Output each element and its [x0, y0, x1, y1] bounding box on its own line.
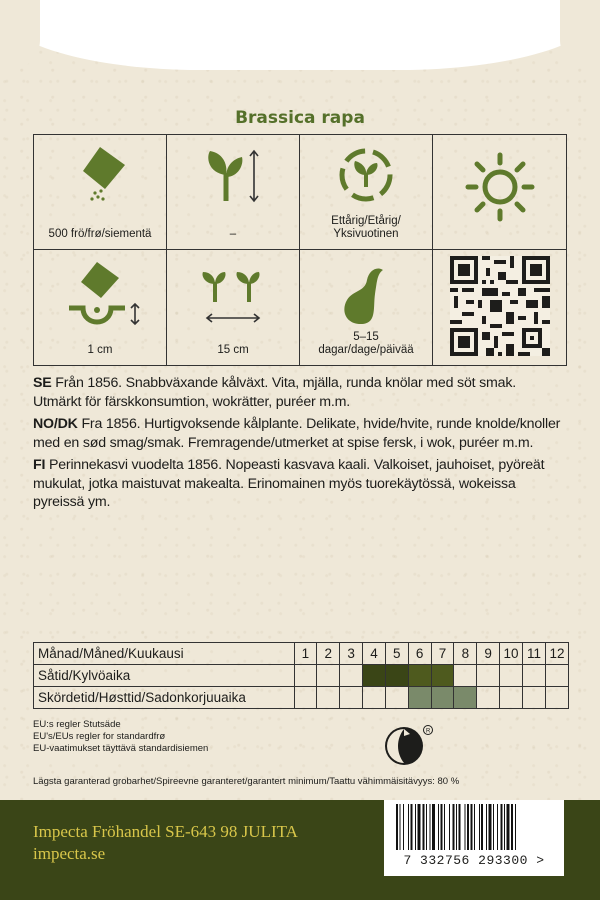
month-10: 10: [500, 643, 523, 665]
harvest-cell-1: [294, 687, 317, 709]
hanger-cutout: [0, 0, 600, 70]
sow-cell-7: [431, 665, 454, 687]
calendar-header-row: [34, 643, 569, 665]
plant-spacing-cell: [167, 250, 300, 365]
month-8: 8: [454, 643, 477, 665]
description-nodk: [33, 415, 567, 452]
qr-code-icon[interactable]: [450, 256, 550, 356]
lang-label-se: SE: [33, 375, 52, 391]
harvest-row: [34, 687, 569, 709]
month-2: 2: [317, 643, 340, 665]
harvest-cell-12: [545, 687, 568, 709]
seed-count-cell: [34, 135, 167, 250]
plant-spacing-caption: 15 cm: [217, 344, 249, 356]
calendar-header-label: Månad/Måned/Kuukausi: [34, 643, 295, 665]
month-4: 4: [363, 643, 386, 665]
harvest-cell-11: [523, 687, 546, 709]
harvest-cell-10: [500, 687, 523, 709]
plant-height-cell: [167, 135, 300, 250]
seed-count-caption: 500 frö/frø/siementä: [48, 228, 152, 240]
month-5: 5: [385, 643, 408, 665]
harvest-row-label: Skördetid/Høsttid/Sadonkorjuuaika: [34, 687, 295, 709]
sow-cell-1: [294, 665, 317, 687]
sow-cell-9: [477, 665, 500, 687]
sowing-calendar: [33, 642, 569, 709]
month-11: 11: [523, 643, 546, 665]
sow-cell-5: [385, 665, 408, 687]
harvest-cell-7: [431, 687, 454, 709]
month-3: 3: [340, 643, 363, 665]
sow-cell-3: [340, 665, 363, 687]
harvest-cell-8: [454, 687, 477, 709]
description-nodk-text: Fra 1856. Hurtigvoksende kålplante. Delikate, hvide/hvite, runde knolde/knoller med en sød smag/smak. Fremragende/utmerket at spise fersk, i wok, puréer m.m.: [33, 416, 561, 451]
green-dot-recycling-icon: [380, 722, 436, 768]
sun-cell: [433, 135, 566, 250]
harvest-cell-4: [363, 687, 386, 709]
harvest-cell-2: [317, 687, 340, 709]
sowing-depth-icon: [55, 258, 145, 334]
company-address: [33, 821, 298, 865]
eu-rules-line-nodk: EU's/EUs regler for standardfrø: [33, 731, 166, 742]
sow-cell-4: [363, 665, 386, 687]
germination-caption: 5–15 dagar/dage/päivää: [318, 331, 414, 356]
sow-cell-10: [500, 665, 523, 687]
lifecycle-cell: [300, 135, 433, 250]
description-se: [33, 374, 567, 411]
month-12: 12: [545, 643, 568, 665]
month-1: 1: [294, 643, 317, 665]
seed-packet-icon: [65, 143, 135, 207]
harvest-cell-9: [477, 687, 500, 709]
month-9: 9: [477, 643, 500, 665]
sow-cell-11: [523, 665, 546, 687]
plant-spacing-icon: [193, 258, 273, 334]
eu-rules-block: [33, 719, 208, 755]
month-6: 6: [408, 643, 431, 665]
sow-cell-2: [317, 665, 340, 687]
sowing-row-label: Såtid/Kylvöaika: [34, 665, 295, 687]
sow-cell-8: [454, 665, 477, 687]
plant-height-icon: [198, 143, 268, 207]
company-website[interactable]: impecta.se: [33, 844, 106, 863]
description-fi-text: Perinnekasvi vuodelta 1856. Nopeasti kasvava kaali. Valkoiset, jauhoiset, pyöreät mukulat, jotka maistuvat makealta. Erinomainen myös tuorekäytössä, wokeissa pyreissä ym.: [33, 457, 545, 510]
eu-rules-line-fi: EU-vaatimukset täyttävä standardisiemen: [33, 743, 209, 754]
company-line: Impecta Fröhandel SE-643 98 JULITA: [33, 822, 298, 841]
lang-label-nodk: NO/DK: [33, 416, 78, 432]
plant-height-caption: –: [229, 228, 237, 240]
description-block: [33, 374, 567, 516]
sow-cell-12: [545, 665, 568, 687]
harvest-cell-6: [408, 687, 431, 709]
harvest-cell-3: [340, 687, 363, 709]
sowing-depth-cell: [34, 250, 167, 365]
barcode-number: 7 332756 293300 >: [384, 850, 564, 872]
growing-info-grid: [33, 134, 567, 366]
description-se-text: Från 1856. Snabbväxande kålväxt. Vita, mjälla, runda knölar med söt smak. Utmärkt för färskkonsumtion, wokrätter, puréer m.m.: [33, 375, 516, 410]
qr-cell: [433, 250, 566, 365]
barcode-bars: [390, 804, 558, 850]
month-7: 7: [431, 643, 454, 665]
sowing-row: [34, 665, 569, 687]
description-fi: [33, 456, 567, 512]
germination-guarantee: Lägsta garanterad grobarhet/Spireevne garanteret/garantert minimum/Taattu vähimmäisitävyys: 80 %: [33, 776, 460, 787]
latin-name: Brassica rapa: [235, 108, 365, 128]
eu-rules-line-se: EU:s regler Stutsäde: [33, 719, 121, 730]
svg-text:R: R: [426, 728, 431, 735]
sun-icon: [460, 147, 540, 227]
lang-label-fi: FI: [33, 457, 46, 473]
sowing-depth-caption: 1 cm: [87, 344, 113, 356]
germination-icon: [331, 258, 401, 328]
annual-cycle-icon: [331, 143, 401, 207]
lifecycle-caption: Ettårig/Etårig/ Yksivuotinen: [331, 215, 401, 240]
sow-cell-6: [408, 665, 431, 687]
footer-band: [0, 800, 600, 900]
germination-cell: [300, 250, 433, 365]
harvest-cell-5: [385, 687, 408, 709]
